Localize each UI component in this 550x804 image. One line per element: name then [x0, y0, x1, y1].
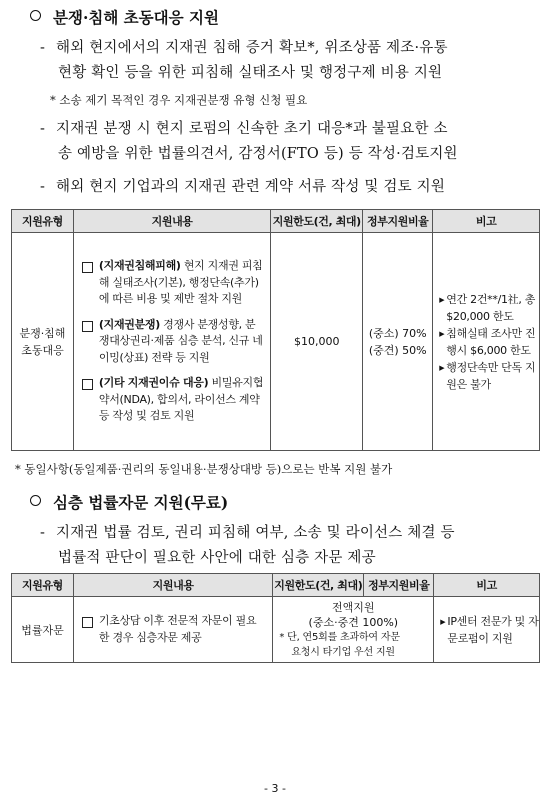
remark-item: ▶ IP센터 전문가 및 자문로펌이 지원 [440, 614, 539, 645]
header-content: 지원내용 [73, 574, 272, 597]
ratio-cell: (중소) 70% (중견) 50% [363, 233, 433, 451]
type-cell: 법률자문 [12, 597, 74, 663]
header-content: 지원내용 [73, 210, 270, 233]
section-1-heading: 분쟁·침해 초동대응 지원 [30, 6, 219, 28]
header-type: 지원유형 [12, 210, 74, 233]
table-1-footnote: * 동일사항(동일제품·권리의 동일내용·분쟁상대방 등)으로는 반복 지원 불가 [15, 462, 393, 476]
remark-item: ▶ 연간 2건**/1社, 총 $20,000 한도 [439, 292, 536, 323]
content-item: (지재권침해피해) 현지 지재권 피침해 실태조사(기본), 행정단속(추가)에 따른 비용 및 제반 절차 지원 [82, 258, 264, 308]
header-limit: 지원한도(건, 최대) [271, 210, 363, 233]
type-cell: 분쟁·침해 초동대응 [12, 233, 74, 451]
content-cell [73, 233, 270, 451]
header-ratio: 정부지원비율 [364, 574, 434, 597]
checkbox-square-icon [82, 321, 93, 332]
header-limit: 지원한도(건, 최대) [273, 574, 364, 597]
section-1-note: * 소송 제기 목적인 경우 지재권분쟁 유형 신청 필요 [50, 93, 308, 107]
section-1-item-1: - 해외 현지에서의 지재권 침해 증거 확보*, 위조상품 제조·유통 현황 확인 등을 위한 피침해 실태조사 및 행정구제 비용 지원 [40, 40, 448, 81]
table-row [12, 233, 540, 451]
section-2-item-1: - 지재권 법률 검토, 권리 피침해 여부, 소송 및 라이선스 체결 등 법률적 판단이 필요한 사안에 대한 심층 자문 제공 [40, 525, 455, 566]
header-remark: 비고 [434, 574, 540, 597]
content-item: (기타 지재권이슈 대응) 비밀유지협약서(NDA), 합의서, 라이선스 계약 등 작성 및 검토 지원 [82, 375, 264, 425]
triangle-bullet-icon: ▶ [439, 295, 445, 304]
content-item: 기초상담 이후 전문적 자문이 필요한 경우 심층자문 제공 [82, 613, 266, 646]
checkbox-square-icon [82, 262, 93, 273]
support-table-2 [11, 573, 540, 663]
table-header-row [12, 210, 540, 233]
section-1-item-2: - 지재권 분쟁 시 현지 로펌의 신속한 초기 대응*과 불필요한 소 송 예방을 위한 법률의견서, 감정서(FTO 등) 등 작성·검토지원 [40, 121, 458, 162]
checkbox-square-icon [82, 379, 93, 390]
content-cell [73, 597, 272, 663]
triangle-bullet-icon: ▶ [439, 363, 445, 372]
header-ratio: 정부지원비율 [363, 210, 433, 233]
table-row [12, 597, 540, 663]
section-1-item-3: - 해외 현지 기업과의 지재권 관련 계약 서류 작성 및 검토 지원 [40, 179, 446, 195]
support-table-1 [11, 209, 540, 451]
remark-cell [434, 597, 540, 663]
table-header-row [12, 574, 540, 597]
header-type: 지원유형 [12, 574, 74, 597]
section-2-heading: 심층 법률자문 지원(무료) [30, 491, 228, 513]
limit-cell: $10,000 [271, 233, 363, 451]
content-item: (지재권분쟁) 경쟁사 분쟁성향, 분쟁대상권리·제품 심층 분석, 신규 네이밍(상표) 전략 등 지원 [82, 317, 264, 367]
header-remark: 비고 [433, 210, 540, 233]
page-number: - 3 - [264, 782, 286, 795]
remark-cell [433, 233, 540, 451]
remark-item: ▶ 침해실태 조사만 진행시 $6,000 한도 [439, 326, 536, 357]
triangle-bullet-icon: ▶ [439, 329, 445, 338]
limit-ratio-cell: 전액지원 (중소·중견 100%) * 단, 연5회를 초과하여 자문 요청시 타기업 우선 지원 [273, 597, 434, 663]
remark-item: ▶ 행정단속만 단독 지원은 불가 [439, 360, 536, 391]
triangle-bullet-icon: ▶ [440, 617, 446, 626]
checkbox-square-icon [82, 617, 93, 628]
circle-bullet-icon [30, 495, 41, 506]
circle-bullet-icon [30, 10, 41, 21]
